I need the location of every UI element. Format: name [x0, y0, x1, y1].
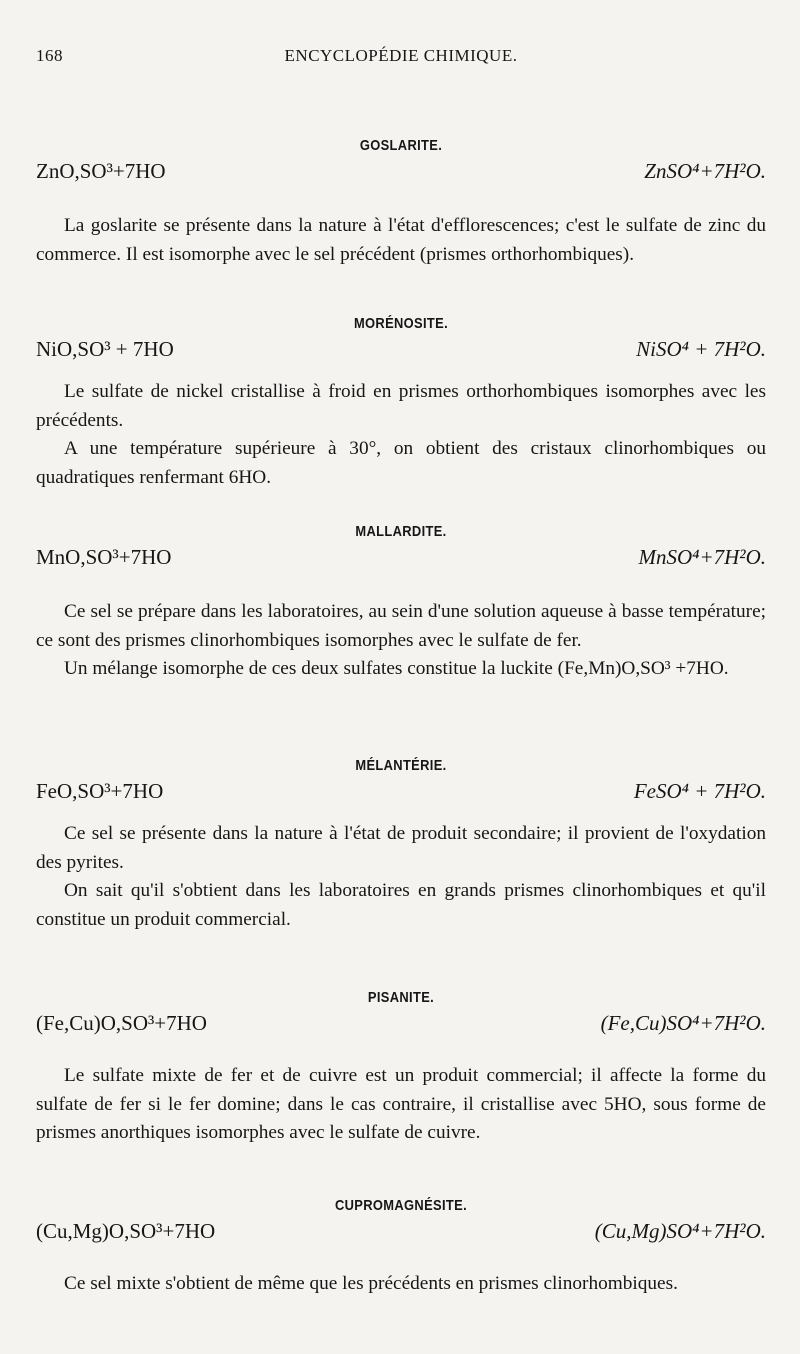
formula-row — [36, 1216, 766, 1246]
formula-equivalent: NiO,SO³ + 7HO — [36, 337, 174, 361]
section-heading: GOSLARITE. — [359, 137, 443, 154]
section-pisanite — [36, 988, 766, 1148]
paragraph: Ce sel mixte s'obtient de même que les précédents en prismes clinorhombiques. — [64, 1273, 678, 1294]
formula-atomic: NiSO⁴ + 7H²O. — [636, 337, 766, 361]
formula-row — [36, 334, 766, 364]
paragraph: Le sulfate de nickel cristallise à froid en prismes orthorhombiques isomorphes avec les précédents. — [36, 381, 766, 431]
section-melanterie — [36, 756, 766, 934]
paragraph: Un mélange isomorphe de ces deux sulfates constitue la luckite (Fe,Mn)O,SO³ +7HO. — [64, 658, 729, 680]
formula-row — [36, 156, 766, 186]
formula-atomic: MnSO⁴+7H²O. — [638, 545, 766, 569]
formula-row — [36, 776, 766, 806]
paragraph: A une température supérieure à 30°, on obtient des cristaux clinorhombiques ou quadratiques renfermant 6HO. — [36, 438, 766, 488]
formula-atomic: (Fe,Cu)SO⁴+7H²O. — [600, 1011, 766, 1035]
section-heading: CUPROMAGNÉSITE. — [334, 1197, 468, 1214]
formula-atomic: FeSO⁴ + 7H²O. — [633, 779, 766, 803]
formula-equivalent: ZnO,SO³+7HO — [36, 159, 166, 183]
formula-equivalent: MnO,SO³+7HO — [36, 545, 172, 569]
page-number: 168 — [36, 46, 63, 65]
formula-row — [36, 542, 766, 572]
section-heading: PISANITE. — [367, 989, 435, 1006]
section-goslarite — [36, 136, 766, 269]
section-heading: MALLARDITE. — [355, 523, 447, 540]
section-cupromagnesite — [36, 1196, 766, 1299]
paragraph: La goslarite se présente dans la nature à l'état d'efflorescences; c'est le sulfate de zinc du commerce. Il est isomorphe avec le sel précédent (prismes orthorhombiques). — [36, 215, 766, 265]
section-heading: MÉLANTÉRIE. — [355, 757, 447, 774]
formula-row — [36, 1008, 766, 1038]
running-title: ENCYCLOPÉDIE CHIMIQUE. — [284, 46, 518, 65]
paragraph: Ce sel se prépare dans les laboratoires, au sein d'une solution aqueuse à basse température; ce sont des prismes clinorhombiques isomorphes avec le sulfate de fer. — [36, 601, 766, 651]
formula-equivalent: (Fe,Cu)O,SO³+7HO — [36, 1011, 207, 1035]
formula-atomic: ZnSO⁴+7H²O. — [644, 159, 766, 183]
formula-atomic: (Cu,Mg)SO⁴+7H²O. — [594, 1219, 766, 1243]
section-morenosite — [36, 314, 766, 492]
paragraph: On sait qu'il s'obtient dans les laboratoires en grands prismes clinorhombiques et qu'il constitue un produit commercial. — [36, 880, 766, 930]
section-mallardite — [36, 522, 766, 684]
section-heading: MORÉNOSITE. — [353, 315, 449, 332]
paragraph: Ce sel se présente dans la nature à l'état de produit secondaire; il provient de l'oxydation des pyrites. — [36, 823, 766, 873]
formula-equivalent: (Cu,Mg)O,SO³+7HO — [36, 1219, 216, 1243]
running-head — [36, 46, 766, 70]
paragraph: Le sulfate mixte de fer et de cuivre est un produit commercial; il affecte la forme du sulfate de fer si le fer domine; dans le cas contraire, il cristallise avec 5HO, sous forme de prismes anorthiques isomorphes avec le sulfate de cuivre. — [36, 1065, 766, 1144]
formula-equivalent: FeO,SO³+7HO — [36, 779, 164, 803]
